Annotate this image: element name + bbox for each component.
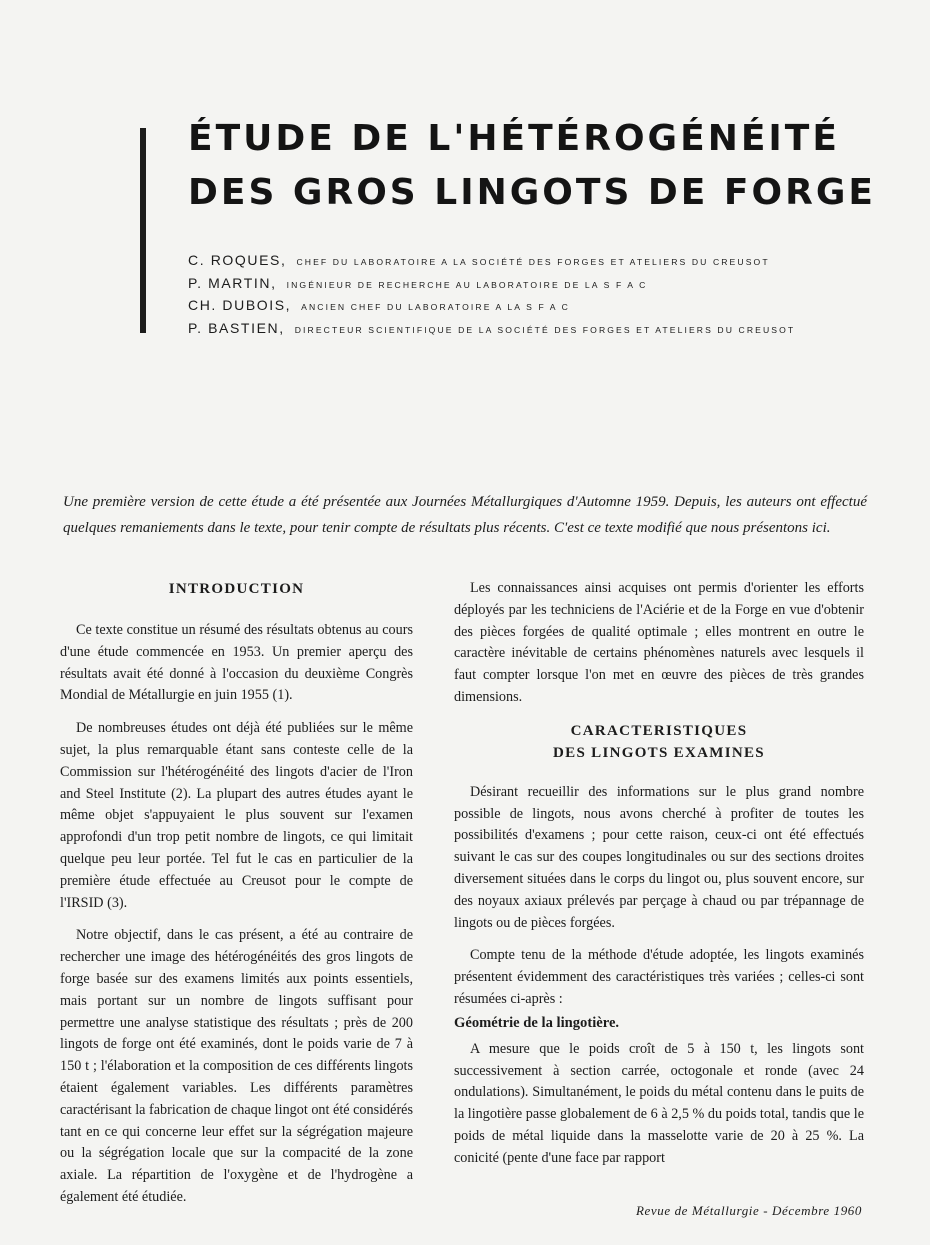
author-entry [188, 297, 888, 320]
paragraph: Notre objectif, dans le cas présent, a été au contraire de rechercher une image des hétérogénéités des gros lingots de forge basée sur des examens limités aux points essentiels, mais portant sur un nombre de lingots suffisant pour permettre une analyse statistique des résultats ; près de 200 lingots de forge ont été examinés, dont le poids varie de 7 à 150 t ; l'élaboration et la composition de ces différents lingots étaient également variables. Les différents paramètres caractérisant la fabrication de chaque lingot ont été considérés tant en ce qui concerne leur effet sur la ségrégation majeure ou la ségrégation locale que sur la compacité de la zone axiale. La répartition de l'oxygène et de l'hydrogène a également été étudiée. [60, 927, 413, 1205]
author-role: INGÉNIEUR DE RECHERCHE AU LABORATOIRE DE LA S F A C [286, 279, 648, 290]
author-entry [188, 275, 888, 298]
paragraph: Désirant recueillir des informations sur le plus grand nombre possible de lingots, nous avons cherché à profiter de toutes les possibilités d'examens ; pour cette raison, ceux-ci ont été effectués suivant le cas sur des coupes longitudinales ou sur des sections droites diversement situées dans le corps du lingot ou, plus souvent encore, sur des noyaux axiaux prélevés par perçage à chaud ou par trépannage de lingots ou de pièces forgées. [454, 783, 864, 931]
title-line-2: DES GROS LINGOTS DE FORGE [188, 172, 876, 213]
author-role: ANCIEN CHEF DU LABORATOIRE A LA S F A C [301, 302, 570, 312]
title-line-1: ÉTUDE DE L'HÉTÉROGÉNÉITÉ [188, 118, 840, 159]
author-name: CH. DUBOIS, [188, 297, 292, 313]
author-list [188, 252, 888, 342]
paragraph: Compte tenu de la méthode d'étude adoptée, les lingots examinés présentent évidemment des caractéristiques très variées ; celles-ci sont résumées ci-après : [454, 947, 864, 1007]
subheading-geometrie: Géométrie de la lingotière. [454, 1014, 620, 1031]
author-role: CHEF DU LABORATOIRE A LA SOCIÉTÉ DES FORGES ET ATELIERS DU CREUSOT [296, 257, 770, 267]
author-name: P. BASTIEN, [188, 319, 285, 336]
author-entry [188, 252, 888, 275]
right-column [454, 578, 864, 1181]
author-name: C. ROQUES, [188, 252, 287, 268]
paragraph: De nombreuses études ont déjà été publiées sur le même sujet, la plus remarquable étant sans conteste celle de la Commission sur l'hétérogénéité des lingots d'acier de l'Iron and Steel Institute (2). La plupart des autres études ayant le même objet s'appuyaient le plus souvent sur l'examen approfondi d'un trop petit nombre de lingots, ce qui limitait quelque peu leur portée. Tel fut le cas en particulier de la première étude effectuée au Creusot pour le compte de l'IRSID (3). [60, 720, 413, 911]
author-role: DIRECTEUR SCIENTIFIQUE DE LA SOCIÉTÉ DES FORGES ET ATELIERS DU CREUSOT [294, 324, 796, 335]
paragraph: A mesure que le poids croît de 5 à 150 t, les lingots sont successivement à section carrée, octogonale et ronde (avec 24 ondulations). Simultanément, le poids du métal contenu dans le puits de la lingotière passe globalement de 6 à 2,5 % du poids total, tandis que le poids de métal liquide dans la masselotte varie de 20 à 25 %. La conicité (pente d'une face par rapport [454, 1040, 864, 1166]
title-rule [140, 128, 146, 333]
author-entry [188, 320, 888, 343]
left-column [60, 578, 413, 1220]
editorial-note: Une première version de cette étude a été présentée aux Journées Métallurgiques d'Automne 1959. Depuis, les auteurs ont effectué quelques remaniements dans le texte, pour tenir compte de résultats plus récents. C'est ce texte modifié que nous présentons ici. [63, 494, 867, 536]
author-name: P. MARTIN, [188, 274, 277, 291]
article-title [188, 112, 888, 220]
heading-line-1: CARACTERISTIQUES [570, 722, 748, 739]
paragraph: Ce texte constitue un résumé des résultats obtenus au cours d'une étude commencée en 1953. Un premier aperçu des résultats avait été donné à l'occasion du deuxième Congrès Mondial de Métallurgie en juin 1955 (1). [60, 622, 413, 704]
section-heading-introduction: INTRODUCTION [168, 581, 305, 597]
section-heading-caracteristiques [454, 720, 864, 764]
page-footer: Revue de Métallurgie - Décembre 1960 [635, 1203, 862, 1218]
heading-line-2: DES LINGOTS EXAMINES [553, 744, 765, 761]
paragraph: Les connaissances ainsi acquises ont permis d'orienter les efforts déployés par les techniciens de l'Aciérie et de la Forge en vue d'obtenir des pièces forgées de qualité optimale ; elles montrent en outre le caractère inévitable de certains phénomènes naturels avec lesquels il faut compter lorsque l'on met en œuvre des pièces de très grandes dimensions. [454, 580, 864, 705]
